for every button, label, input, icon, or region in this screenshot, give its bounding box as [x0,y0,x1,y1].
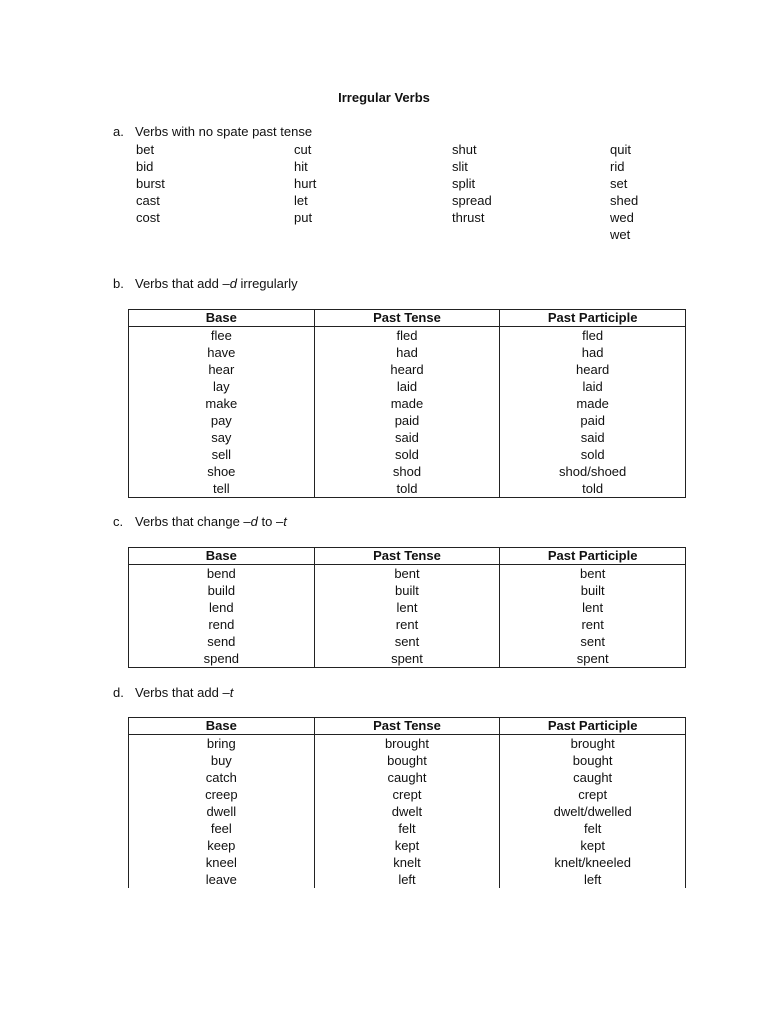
section-a-heading [113,124,312,139]
table-row [129,378,686,395]
table-cell: crept [314,786,500,803]
table-cell: caught [500,769,686,786]
table-cell: felt [314,820,500,837]
table-cell: shod/shoed [500,463,686,480]
page-title: Irregular Verbs [338,90,430,105]
table-cell: laid [314,378,500,395]
table-cell: had [500,344,686,361]
table-cell: feel [129,820,315,837]
section-c-heading-mid: to – [257,514,284,529]
table-row [129,599,686,616]
list-item: bet [136,142,155,157]
table-cell: leave [129,871,315,888]
table-cell: spent [314,650,500,668]
table-cell: told [500,480,686,498]
list-item: cost [136,210,160,225]
table-cell: crept [500,786,686,803]
section-c-letter: c. [113,514,124,529]
table-row [129,446,686,463]
section-d-letter: d. [113,685,124,700]
column-header: Past Tense [314,548,500,565]
table-cell: heard [500,361,686,378]
column-header: Past Tense [314,718,500,735]
list-item: rid [610,159,625,174]
table-cell: spent [500,650,686,668]
table-cell: paid [500,412,686,429]
table-row [129,837,686,854]
section-d-table [128,717,686,888]
list-item: wet [610,227,631,242]
verb-column [452,141,610,243]
table-cell: bought [500,752,686,769]
list-item: let [294,193,308,208]
table-cell: knelt [314,854,500,871]
table-cell: lent [500,599,686,616]
section-c-heading [113,514,287,529]
table-cell: heard [314,361,500,378]
section-c-heading-pre: Verbs that change – [135,514,251,529]
table-cell: bend [129,565,315,583]
section-b-heading [113,276,298,291]
table-cell: sent [500,633,686,650]
table-cell: shod [314,463,500,480]
table-cell: had [314,344,500,361]
table-cell: made [500,395,686,412]
table-cell: dwelt [314,803,500,820]
table-row [129,871,686,888]
table-cell: built [500,582,686,599]
list-item: bid [136,159,154,174]
table-cell: bring [129,735,315,753]
verb-column [136,141,294,243]
table-cell: creep [129,786,315,803]
section-b-heading-post: irregularly [236,276,298,291]
table-cell: left [314,871,500,888]
table-row [129,463,686,480]
table-cell: sold [500,446,686,463]
table-header-row [129,310,686,327]
section-b-heading-em: d [229,276,237,291]
list-item: spread [452,193,492,208]
table-cell: brought [314,735,500,753]
section-d-heading-em: t [229,685,234,700]
table-cell: kneel [129,854,315,871]
table-cell: said [500,429,686,446]
table-cell: pay [129,412,315,429]
table-cell: dwell [129,803,315,820]
table-row [129,650,686,668]
column-header: Base [129,718,315,735]
table-header-row [129,718,686,735]
table-cell: dwelt/dwelled [500,803,686,820]
column-header: Past Participle [500,310,686,327]
table-cell: sent [314,633,500,650]
list-item: hurt [294,176,317,191]
table-cell: kept [314,837,500,854]
column-header: Past Tense [314,310,500,327]
list-item: shut [452,142,477,157]
table-cell: paid [314,412,500,429]
table-cell: say [129,429,315,446]
table-row [129,616,686,633]
table-cell: keep [129,837,315,854]
table-row [129,582,686,599]
table-cell: said [314,429,500,446]
table-cell: lent [314,599,500,616]
list-item: put [294,210,313,225]
table-cell: fled [500,327,686,345]
section-d-heading-pre: Verbs that add – [135,685,230,700]
table-row [129,769,686,786]
section-a-verb-list [136,141,730,243]
list-item: cast [136,193,160,208]
table-cell: hear [129,361,315,378]
section-b-letter: b. [113,276,124,291]
table-cell: spend [129,650,315,668]
table-cell: have [129,344,315,361]
table-row [129,344,686,361]
table-row [129,565,686,583]
table-row [129,633,686,650]
table-cell: send [129,633,315,650]
section-b-heading-pre: Verbs that add – [135,276,230,291]
table-row [129,786,686,803]
table-cell: bent [314,565,500,583]
table-row [129,480,686,498]
column-header: Base [129,310,315,327]
table-row [129,327,686,345]
column-header: Past Participle [500,718,686,735]
table-row [129,361,686,378]
list-item: split [452,176,476,191]
table-cell: felt [500,820,686,837]
table-cell: bought [314,752,500,769]
section-a-heading-text: Verbs with no spate past tense [135,124,313,139]
list-item: set [610,176,628,191]
verb-column [294,141,452,243]
table-row [129,395,686,412]
table-cell: told [314,480,500,498]
table-row [129,820,686,837]
table-row [129,735,686,753]
table-row [129,854,686,871]
section-c-heading-em2: t [283,514,287,529]
table-cell: lay [129,378,315,395]
section-d-heading [113,685,233,700]
table-cell: laid [500,378,686,395]
table-cell: brought [500,735,686,753]
table-cell: lend [129,599,315,616]
section-a-letter: a. [113,124,124,139]
section-c-table [128,547,686,668]
table-cell: kept [500,837,686,854]
table-cell: knelt/kneeled [500,854,686,871]
table-cell: make [129,395,315,412]
table-row [129,429,686,446]
table-row [129,412,686,429]
table-cell: fled [314,327,500,345]
table-cell: rent [500,616,686,633]
table-cell: built [314,582,500,599]
table-cell: flee [129,327,315,345]
list-item: thrust [452,210,485,225]
table-cell: bent [500,565,686,583]
column-header: Past Participle [500,548,686,565]
table-cell: build [129,582,315,599]
list-item: wed [610,210,634,225]
table-cell: tell [129,480,315,498]
verb-column [610,141,730,243]
column-header: Base [129,548,315,565]
table-cell: shoe [129,463,315,480]
table-row [129,752,686,769]
table-header-row [129,548,686,565]
list-item: shed [610,193,639,208]
table-cell: rent [314,616,500,633]
list-item: burst [136,176,165,191]
list-item: quit [610,142,631,157]
table-cell: made [314,395,500,412]
table-cell: rend [129,616,315,633]
section-c-heading-em1: d [250,514,258,529]
table-row [129,803,686,820]
list-item: cut [294,142,312,157]
table-cell: catch [129,769,315,786]
table-cell: caught [314,769,500,786]
table-cell: buy [129,752,315,769]
table-cell: sold [314,446,500,463]
list-item: slit [452,159,468,174]
list-item: hit [294,159,308,174]
table-cell: left [500,871,686,888]
table-cell: sell [129,446,315,463]
section-b-table [128,309,686,498]
